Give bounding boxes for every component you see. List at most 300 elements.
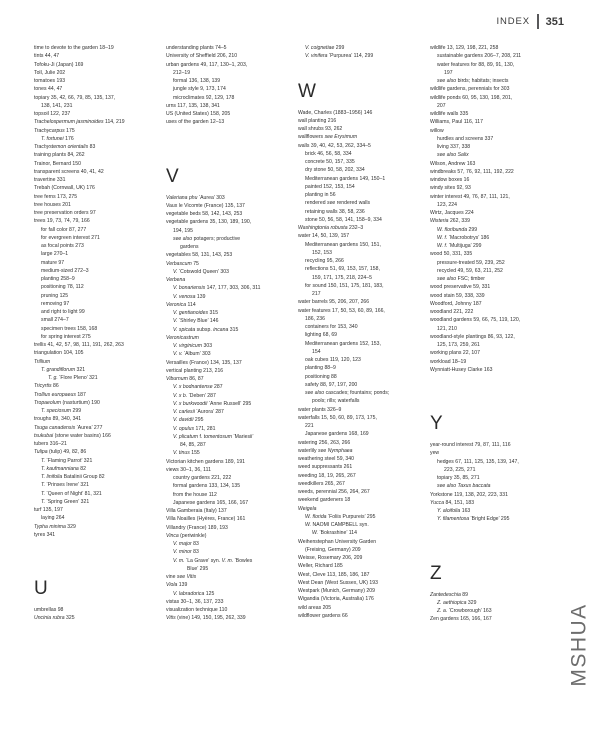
column-2: [166, 44, 298, 624]
index-entry: [34, 531, 158, 539]
entry-text: laying 264: [41, 515, 65, 522]
entry-text: brick 46, 56, 58, 334: [305, 150, 352, 157]
entry-italic-term: incana: [213, 326, 229, 333]
index-entry: [298, 562, 422, 570]
entry-text: weedkillers 265, 267: [298, 480, 345, 487]
index-entry: [166, 350, 290, 358]
entry-italic-term: T. linifolia: [41, 474, 63, 480]
entry-text: 84, 151, 183: [444, 499, 475, 506]
index-entry: [166, 326, 290, 334]
entry-text: ‘Shirley Blue’ 146: [177, 318, 219, 325]
entry-text: for fall color 87, 277: [41, 226, 87, 233]
entry-italic-term: Z. a.: [437, 608, 448, 614]
entry-text: 84, 85, 287: [180, 442, 206, 448]
index-entry: [34, 407, 158, 415]
entry-text: ‘Spring Green’ 321: [45, 498, 90, 505]
index-entry: [166, 458, 290, 466]
entry-text: 197: [444, 69, 453, 76]
entry-text: vertical planting 213, 216: [166, 367, 224, 374]
running-head-section: INDEX: [496, 16, 531, 27]
entry-text: 147, 177, 303, 306, 311: [205, 285, 261, 292]
index-entry: [166, 408, 290, 416]
index-entry: [166, 202, 290, 210]
index-entry: [166, 614, 290, 622]
entry-text: FSC; timber: [456, 276, 485, 282]
entry-text: Batalinii Group 82: [62, 474, 105, 480]
index-entry: [298, 414, 422, 422]
index-entry: [298, 381, 422, 389]
index-entry: [34, 267, 158, 275]
column-spacer: [430, 374, 554, 400]
entry-text: Wigandia (Victoria, Australia) 176: [298, 596, 374, 603]
entry-text: wildlife walls 335: [430, 111, 469, 117]
index-entry: [34, 457, 158, 465]
index-entry: [34, 432, 158, 440]
entry-italic-term: Y. filamentosa: [437, 516, 470, 523]
entry-text: triangulation 104, 105: [34, 350, 84, 357]
index-entry: [298, 389, 422, 397]
index-entry: [34, 209, 158, 217]
column-spacer: [34, 539, 158, 565]
entry-text: safety 88, 97, 197, 200: [305, 381, 358, 388]
entry-italic-term: Tricyrtis: [34, 383, 52, 390]
entry-text: ‘Macrobotrys’ 186: [447, 234, 490, 241]
index-entry: [34, 259, 158, 267]
index-entry: [34, 193, 158, 201]
index-entry: [34, 514, 158, 522]
index-entry: [298, 166, 422, 174]
entry-italic-term: T.: [41, 482, 46, 489]
entry-italic-term: Washingtonia robusta: [298, 225, 348, 231]
entry-italic-term: Trachystemon orientalis: [34, 144, 89, 150]
index-entry: [298, 554, 422, 562]
entry-text: waterlily: [298, 447, 319, 454]
index-entry: [166, 359, 290, 367]
entry-text: 121, 210: [437, 325, 457, 332]
index-entry: [430, 316, 554, 324]
entry-italic-term: W. floribunda: [437, 226, 468, 233]
index-entry: [34, 234, 158, 242]
entry-italic-term: V. x bodnantense: [173, 384, 213, 391]
entry-italic-term: see Nymphaea: [318, 447, 353, 454]
entry-text: 125: [204, 590, 215, 597]
entry-text: Mediterranean gardens 149, 150–1: [305, 175, 386, 182]
entry-text: topsoil 122, 237: [34, 111, 71, 117]
entry-text: wallflowers: [298, 134, 325, 141]
entry-text: topiary 35, 85, 271: [437, 475, 480, 481]
entry-text: vegetables 58, 131, 143, 253: [166, 252, 233, 259]
index-entry: [298, 224, 422, 232]
index-entry: [298, 52, 422, 60]
index-entry: [34, 242, 158, 250]
index-entry: [34, 176, 158, 184]
entry-italic-term: V. m.: [173, 557, 185, 564]
entry-text: for spring interest 275: [41, 333, 91, 340]
index-entry: [298, 274, 422, 282]
entry-text: Tofoku-Ji (Japan) 169: [34, 61, 84, 68]
entry-italic-term: see also: [437, 276, 457, 282]
entry-text: 155: [189, 450, 200, 457]
index-entry: [34, 614, 158, 622]
index-entry: [34, 160, 158, 168]
entry-italic-term: V. spicata: [173, 326, 196, 333]
entry-text: University of Sheffield 206, 210: [166, 53, 238, 60]
index-entry: [430, 102, 554, 110]
entry-italic-term: V. tinus: [173, 450, 190, 457]
index-entry: [430, 275, 554, 283]
entry-text: 325: [64, 615, 75, 622]
entry-italic-term: Trillium: [34, 358, 51, 365]
entry-text: retaining walls 38, 58, 236: [305, 208, 365, 215]
index-entry: [298, 158, 422, 166]
index-entry: [166, 466, 290, 474]
index-entry: [166, 251, 290, 259]
entry-text: from the house 112: [173, 491, 217, 498]
index-entry: [34, 135, 158, 143]
entry-italic-term: Typha minima: [34, 523, 66, 530]
entry-text: formal gardens 133, 134, 135: [173, 483, 241, 490]
entry-italic-term: V. x b.: [173, 392, 188, 399]
index-entry: [430, 615, 554, 623]
entry-text: oak cubes 119, 120, 123: [305, 357, 361, 363]
entry-italic-term: V. coignetiae: [305, 45, 335, 51]
entry-text: Weisse, Rosemary 206, 209: [298, 555, 363, 561]
index-entry: [430, 168, 554, 176]
index-entry: [298, 265, 422, 273]
index-entry: [166, 449, 290, 457]
entry-italic-term: Tropaeolum: [34, 399, 62, 406]
index-entry: [298, 529, 422, 537]
entry-italic-term: see also: [305, 390, 325, 396]
entry-text: (Freising, Germany) 209: [305, 546, 361, 553]
entry-italic-term: W.: [305, 522, 312, 528]
index-entry: [166, 268, 290, 276]
index-entry: [430, 242, 554, 250]
index-entry: [166, 260, 290, 268]
entry-italic-term: V. plicatum: [173, 433, 199, 440]
entry-text: water plants 326–9: [298, 406, 342, 413]
entry-text: stone 50, 56, 58, 141, 158–9, 334: [305, 216, 382, 223]
index-entry: [298, 133, 422, 141]
entry-italic-term: W. f.: [437, 234, 448, 241]
index-entry: [298, 175, 422, 183]
entry-text: planting 88–9: [305, 365, 336, 372]
entry-text: 83: [191, 541, 199, 547]
entry-text: 315: [208, 310, 219, 316]
entry-text: wildflower gardens 66: [298, 612, 348, 619]
entry-text: water barrels 95, 206, 207, 266: [298, 299, 370, 306]
index-entry: [34, 316, 158, 324]
entry-text: tree preservation orders 97: [34, 210, 96, 216]
entry-text: 315: [228, 326, 239, 333]
index-entry: [166, 52, 290, 60]
entry-text: Wirtz, Jacques 224: [430, 210, 474, 216]
entry-italic-term: V. labradorica: [173, 590, 205, 597]
entry-text: pruning 125: [41, 292, 69, 299]
index-entry: [430, 176, 554, 184]
entry-text: visualization technique 110: [166, 607, 228, 613]
index-entry: [34, 127, 158, 135]
entry-text: ‘Flore Pleno’ 321: [57, 375, 98, 381]
entry-text: pools; rills; waterfalls: [312, 398, 360, 405]
entry-italic-term: T.: [41, 490, 46, 497]
entry-text: 139: [177, 582, 188, 589]
entry-text: 86, 87: [187, 376, 204, 382]
index-entry: [166, 606, 290, 614]
index-entry: [34, 44, 158, 52]
index-entry: [34, 85, 158, 93]
entry-text: urns 117, 135, 138, 341: [166, 102, 220, 109]
entry-italic-term: V. bonariensis: [173, 285, 206, 292]
index-entry: [298, 422, 422, 430]
entry-text: ‘Anne Russell’ 295: [207, 400, 252, 407]
entry-italic-term: V. m.: [221, 557, 234, 564]
entry-text: 207: [437, 102, 446, 109]
entry-text: ‘Multijuga’ 299: [447, 243, 482, 249]
index-entry: [298, 521, 422, 529]
index-entry: [430, 507, 554, 515]
entry-italic-term: see Erysimum: [324, 134, 358, 141]
index-entry: [166, 441, 290, 449]
index-entry: [430, 458, 554, 466]
entry-text: woodland-style plantings 86, 93, 122,: [430, 333, 515, 340]
index-entry: [430, 77, 554, 85]
index-entry: [34, 275, 158, 283]
index-entry: [298, 356, 422, 364]
entry-text: birds; habitats; insects: [456, 78, 509, 84]
index-entry: [34, 308, 158, 316]
entry-text: Japanese gardens 168, 169: [305, 431, 369, 438]
entry-text: Villa Noailles (Hyères, France) 161: [166, 516, 246, 523]
entry-text: 154: [312, 348, 321, 355]
index-entry: [34, 399, 158, 407]
index-entry: [166, 540, 290, 548]
entry-text: watering 256, 263, 266: [298, 439, 351, 446]
entry-text: as focal points 273: [41, 243, 84, 249]
index-entry: [166, 367, 290, 375]
index-entry: [298, 513, 422, 521]
entry-text: Mediterranean gardens 152, 153,: [305, 340, 381, 347]
entry-text: (periwinkle): [178, 532, 207, 539]
entry-text: working plans 22, 107: [430, 350, 480, 357]
entry-text: potagers; productive: [192, 235, 241, 242]
index-entry: [298, 282, 422, 290]
entry-italic-term: Viburnum: [166, 376, 188, 382]
entry-text: 114, 219: [103, 119, 125, 126]
entry-text: formal 136, 138, 139: [173, 78, 221, 84]
entry-text: dry stone 50, 58, 202, 334: [305, 167, 365, 174]
entry-text: 232–3: [347, 225, 364, 231]
entry-text: ‘Deben’ 287: [187, 392, 216, 399]
index-entry: [298, 430, 422, 438]
index-entry: [298, 348, 422, 356]
index-entry: [166, 342, 290, 350]
entry-italic-term: T. g.: [48, 375, 58, 381]
index-entry: [34, 226, 158, 234]
entry-text: concrete 50, 157, 335: [305, 159, 355, 165]
entry-italic-term: Uncinia rubra: [34, 615, 65, 622]
index-entry: [166, 102, 290, 110]
index-entry: [298, 480, 422, 488]
entry-italic-term: T.: [41, 498, 46, 505]
entry-italic-term: Valeriana phu: [166, 194, 198, 201]
index-entry: [298, 150, 422, 158]
index-entry: [298, 290, 422, 298]
entry-text: 114: [186, 301, 196, 308]
index-entry: [430, 234, 554, 242]
entry-text: (nasturtium) 190: [61, 399, 100, 406]
index-entry: [34, 217, 158, 225]
index-entry: [34, 250, 158, 258]
entry-italic-term: V. gentianoides: [173, 310, 209, 316]
entry-text: ‘Album’ 303: [182, 351, 211, 358]
entry-italic-term: V. minor: [173, 549, 192, 556]
entry-text: 75: [191, 260, 199, 267]
entry-text: wood preservative 59, 331: [430, 284, 491, 291]
entry-text: mature 97: [41, 259, 65, 266]
letter-heading: V: [166, 165, 179, 187]
index-entry: [430, 349, 554, 357]
index-entry: [166, 392, 290, 400]
entry-text: 83: [191, 549, 199, 556]
index-entry: [430, 341, 554, 349]
entry-text: 186, 236: [305, 315, 325, 322]
entry-text: 262, 339: [448, 218, 470, 225]
entry-text: time to devote to the garden 18–19: [34, 45, 114, 51]
index-entry: [298, 216, 422, 224]
letter-heading: W: [298, 80, 317, 102]
index-entry: [430, 52, 554, 60]
entry-text: trellis 41, 42, 57, 98, 111, 191, 262, 263: [34, 342, 124, 348]
entry-text: tomatoes 193: [34, 78, 66, 84]
entry-text: training plants 84, 262: [34, 152, 85, 159]
entry-italic-term: T. fortunei: [41, 135, 64, 142]
entry-text: Wilson, Andrew 163: [430, 160, 476, 167]
entry-italic-term: T. speciosum: [41, 408, 72, 414]
index-entry: [298, 612, 422, 620]
entry-text: removing 97: [41, 300, 70, 307]
entry-italic-term: Wisteria: [430, 218, 449, 225]
entry-text: window boxes 16: [430, 177, 470, 183]
entry-text: (vine) 149, 150, 195, 262, 339: [175, 615, 246, 622]
entry-text: 299: [467, 226, 478, 233]
index-entry: [166, 499, 290, 507]
entry-text: (tulip) 49, 82, 86: [47, 449, 87, 456]
index-entry: [298, 397, 422, 405]
entry-text: Versailles (France) 134, 135, 137: [166, 359, 242, 366]
entry-text: transparent screens 40, 41, 42: [34, 168, 104, 175]
entry-italic-term: Y. aloifolia: [437, 508, 461, 514]
index-entry: [34, 473, 158, 481]
index-entry: [166, 507, 290, 515]
entry-italic-term: Weigela: [298, 505, 317, 512]
entry-italic-term: V.: [173, 318, 178, 325]
entry-text: wildlife ponds 60, 95, 130, 198, 201,: [430, 94, 513, 101]
column-spacer: [430, 524, 554, 550]
index-entry: [430, 160, 554, 168]
entry-text: year-round interest 79, 87, 111, 116: [430, 442, 511, 448]
entry-text: 152, 153: [312, 249, 332, 256]
entry-italic-term: T.: [41, 457, 46, 464]
entry-text: tones 44, 47: [34, 86, 63, 93]
entry-text: living 337, 338: [437, 144, 471, 150]
entry-italic-term: T. grandiflorum: [41, 366, 76, 373]
entry-italic-term: Vitis: [166, 615, 176, 622]
entry-text: wall planting 216: [298, 117, 337, 124]
index-entry: [166, 301, 290, 309]
index-entry: [430, 325, 554, 333]
index-entry: [34, 440, 158, 448]
entry-italic-term: V. vinifera: [305, 53, 328, 60]
index-entry: [430, 69, 554, 77]
entry-text: ‘Bowles: [233, 557, 253, 564]
index-entry: [166, 309, 290, 317]
index-entry: [166, 581, 290, 589]
entry-text: weed suppressants 261: [298, 464, 353, 471]
entry-text: Yorkstone 119, 138, 202, 223, 331: [430, 491, 508, 498]
entry-text: small 274–7: [41, 317, 69, 324]
entry-text: (stone water basins) 166: [53, 432, 111, 439]
entry-italic-term: W. florida: [305, 513, 327, 520]
index-entry: [430, 44, 554, 52]
entry-text: weathering steel 59, 340: [298, 456, 354, 462]
entry-text: hedges 67, 111, 125, 135, 139, 147,: [437, 458, 519, 465]
index-entry: [166, 383, 290, 391]
index-entry: [34, 391, 158, 399]
entry-italic-term: Veronica: [166, 301, 187, 308]
index-entry: [298, 496, 422, 504]
index-entry: [34, 292, 158, 300]
entry-text: tints 44, 47: [34, 53, 60, 60]
index-entry: [166, 491, 290, 499]
index-entry: [34, 184, 158, 192]
entry-italic-term: see also: [437, 78, 457, 84]
index-entry: [298, 125, 422, 133]
index-entry: [166, 524, 290, 532]
entry-italic-term: V.: [173, 268, 178, 275]
index-entry: [298, 447, 422, 455]
entry-italic-term: Yucca: [430, 499, 445, 506]
entry-text: medium-sized 272–3: [41, 267, 89, 274]
entry-text: hurdles and screens 337: [437, 135, 494, 142]
entry-text: windbreaks 57, 76, 92, 111, 192, 222: [430, 168, 514, 175]
entry-text: troughs 89, 340, 341: [34, 416, 82, 423]
entry-italic-term: Trachelospermum jasminoides: [34, 119, 104, 126]
entry-text: specimen trees 158, 168: [41, 325, 98, 332]
index-entry: [430, 474, 554, 482]
entry-text: 163: [460, 508, 471, 514]
entry-italic-term: Viola: [166, 582, 178, 589]
index-entry: [34, 325, 158, 333]
entry-text: tyres 341: [34, 531, 56, 538]
index-entry: [298, 579, 422, 587]
entry-text: Trainor, Bernard 150: [34, 160, 81, 167]
entry-italic-term: see: [327, 200, 336, 207]
index-entry: [298, 546, 422, 554]
entry-italic-term: Tsuga canadensis: [34, 424, 76, 431]
index-entry: [430, 491, 554, 499]
index-entry: [430, 333, 554, 341]
entry-text: ‘Aurora’ 287: [194, 409, 224, 415]
index-entry: [166, 557, 290, 565]
entry-text: water features for 88, 89, 91, 130,: [437, 61, 515, 68]
entry-text: ‘La Grave’ syn.: [184, 557, 222, 564]
entry-text: 89: [460, 591, 468, 598]
entry-text: NAOMI CAMPBELL syn.: [311, 522, 369, 528]
entry-text: 83: [88, 144, 96, 150]
index-entry: [166, 375, 290, 383]
index-entry: [430, 591, 554, 599]
